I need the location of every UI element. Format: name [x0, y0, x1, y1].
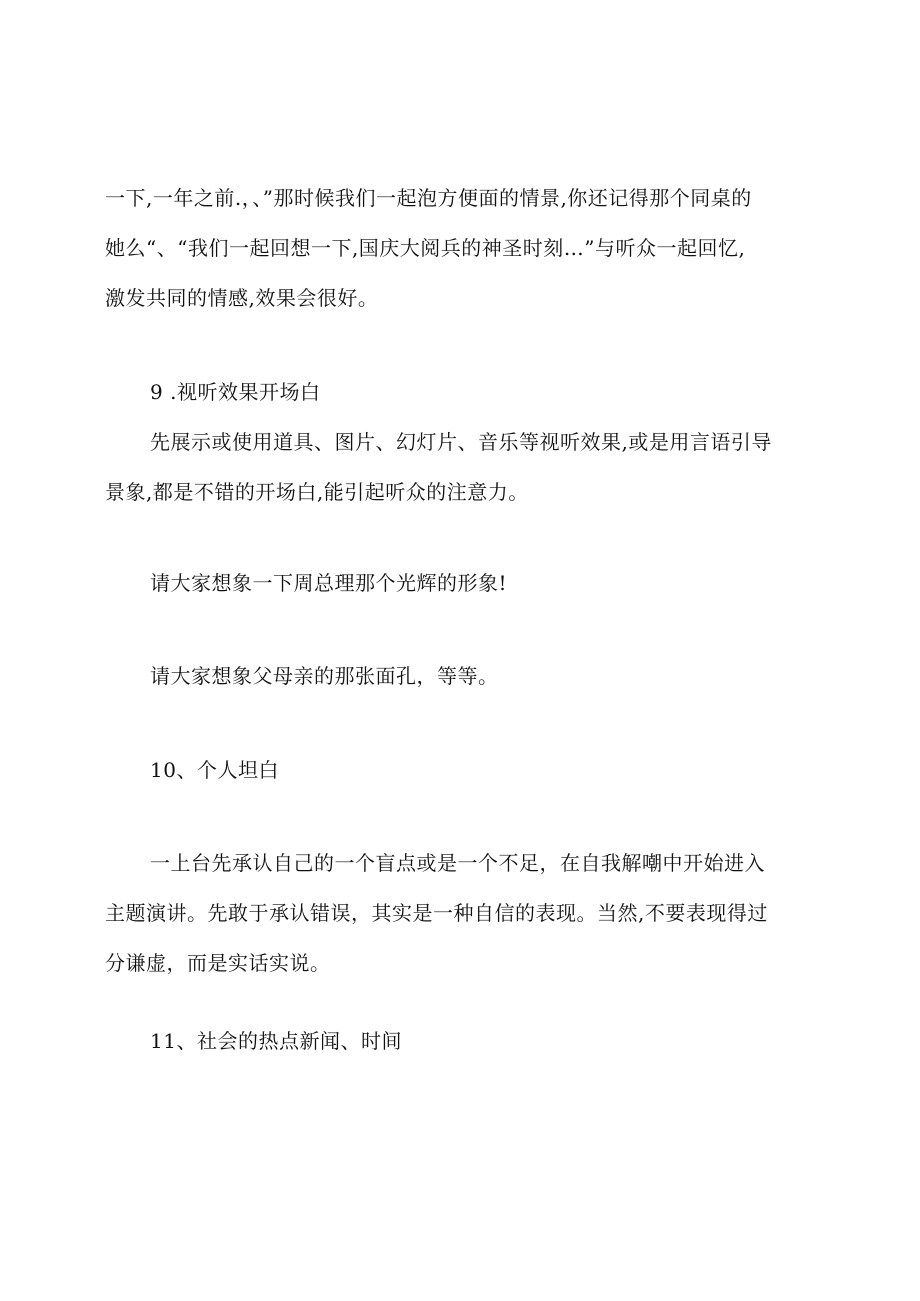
paragraph-intro-line-2: 她么“、“我们一起回想一下,国庆大阅兵的神圣时刻…”与听众一起回忆,: [105, 236, 746, 260]
paragraph-intro-line-3: 激发共同的情感,效果会很好。: [105, 286, 379, 310]
example-line-1: 请大家想象一下周总理那个光辉的形象!: [150, 571, 508, 595]
example-line-2: 请大家想象父母亲的那张面孔，等等。: [150, 664, 499, 688]
section-heading-11: 11、社会的热点新闻、时间: [150, 1029, 402, 1053]
paragraph-intro-line-1: 一下,一年之前.，、”那时候我们一起泡方便面的情景,你还记得那个同桌的: [105, 186, 752, 210]
paragraph-9-line-1: 先展示或使用道具、图片、幻灯片、音乐等视听效果,或是用言语引导: [150, 430, 772, 454]
paragraph-10-line-3: 分谦虚，而是实话实说。: [105, 951, 331, 975]
paragraph-9-line-2: 景象,都是不错的开场白,能引起听众的注意力。: [105, 480, 529, 504]
paragraph-10-line-2: 主题演讲。先敢于承认错误，其实是一种自信的表现。当然,不要表现得过: [105, 901, 768, 925]
section-heading-9: 9 .视听效果开场白: [150, 380, 321, 404]
paragraph-10-line-1: 一上台先承认自己的一个盲点或是一个不足，在自我解嘲中开始进入: [150, 851, 765, 875]
section-heading-10: 10、个人坦白: [150, 758, 279, 782]
